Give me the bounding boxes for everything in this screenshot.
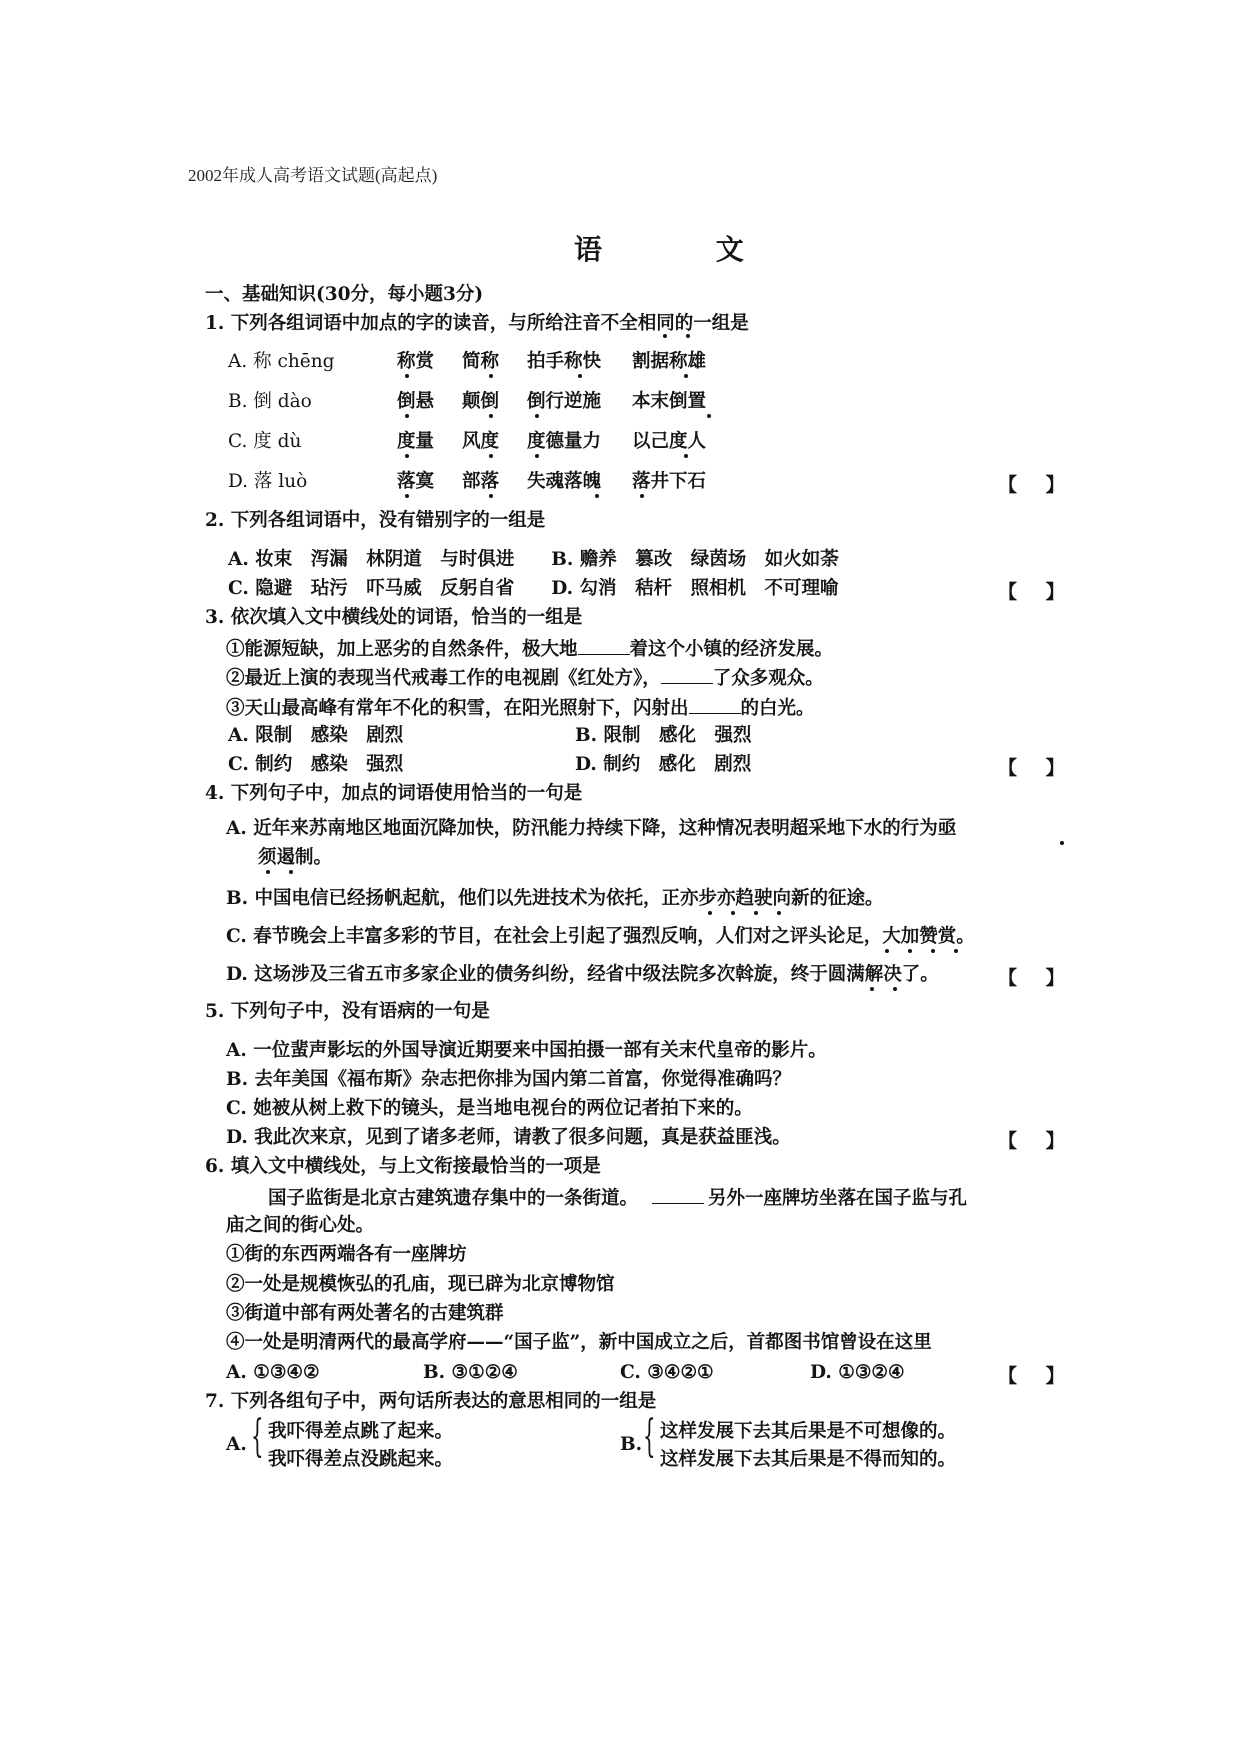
emphasis-dot <box>954 949 958 953</box>
q5-option: A. 一位蜚声影坛的外国导演近期要来中国拍摄一部有关末代皇帝的影片。 <box>226 1040 827 1061</box>
q6-option: C. ③④②① <box>620 1362 714 1383</box>
q6-passage-text: 另外一座牌坊坐落在国子监与孔 <box>708 1188 968 1209</box>
q3-sentence-text: 了众多观众。 <box>712 668 824 689</box>
fill-blank <box>689 695 741 714</box>
answer-bracket: 【 】 <box>998 757 1065 779</box>
q4-option-a-cont: 须遏制。 <box>258 847 333 868</box>
q1-option-b-label: B. 倒 dào <box>228 391 312 412</box>
q5-option: C. 她被从树上救下的镜头，是当地电视台的两位记者拍下来的。 <box>226 1098 753 1119</box>
q6-item: ②一处是规模恢弘的孔庙，现已辟为北京博物馆 <box>226 1274 615 1295</box>
q7-option-a-label: A. <box>226 1434 247 1455</box>
emphasis-dot <box>405 454 409 458</box>
emphasis-dot <box>731 911 735 915</box>
q1-option-b-word: 颠倒 <box>462 391 500 412</box>
emphasis-dot <box>489 454 493 458</box>
q6-item: ①街的东西两端各有一座牌坊 <box>226 1244 467 1265</box>
q1-option-b-word: 倒悬 <box>397 391 435 412</box>
emphasis-dot <box>931 949 935 953</box>
q4-option-b: B. 中国电信已经扬帆起航，他们以先进技术为依托，正亦步亦趋驶向新的征途。 <box>226 888 884 909</box>
q2-options-line: A. 妆束 泻漏 林阴道 与时俱进 B. 赡养 篡改 绿茵场 如火如荼 <box>228 549 839 570</box>
emphasis-dot <box>578 374 582 378</box>
q3-sentence-text: ②最近上演的表现当代戒毒工作的电视剧《红处方》， <box>226 668 661 689</box>
q1-option-a-label: A. 称 chēng <box>228 351 335 372</box>
emphasis-dot <box>908 949 912 953</box>
emphasis-dot <box>595 494 599 498</box>
emphasis-dot <box>535 454 539 458</box>
q7-option-b-label: B. <box>620 1434 643 1455</box>
q1-option-d-word: 部落 <box>462 471 500 492</box>
q1-option-d-label: D. 落 luò <box>228 471 308 492</box>
q1-option-c-word: 以己度人 <box>632 431 707 452</box>
emphasis-dot <box>489 374 493 378</box>
q2-options-line: C. 隐避 玷污 吓马威 反躬自省 D. 勾消 秸杆 照相机 不可理喻 <box>228 578 839 599</box>
q5-option: D. 我此次来京，见到了诸多老师，请教了很多问题，真是获益匪浅。 <box>226 1127 791 1148</box>
q3-sentence-text: ①能源短缺，加上恶劣的自然条件，极大地 <box>226 639 578 660</box>
q3-option: A. 限制 感染 剧烈 <box>228 725 404 746</box>
emphasis-dot <box>684 454 688 458</box>
q3-option: B. 限制 感化 强烈 <box>575 725 752 746</box>
emphasis-dot <box>489 494 493 498</box>
emphasis-dot <box>684 374 688 378</box>
q4-option-a: A. 近年来苏南地区地面沉降加快，防汛能力持续下降，这种情况表明超采地下水的行为亟 <box>226 818 957 839</box>
q2-stem: 2. 下列各组词语中，没有错别字的一组是 <box>205 510 546 531</box>
q3-sentence-text: 的白光。 <box>740 698 815 719</box>
fill-blank <box>578 636 630 655</box>
section-heading: 一、基础知识(30分，每小题3分) <box>205 284 484 305</box>
emphasis-dot <box>405 414 409 418</box>
q1-option-b-word: 倒行逆施 <box>527 391 602 412</box>
q1-option-d-word: 落寞 <box>397 471 435 492</box>
emphasis-dot <box>405 494 409 498</box>
q6-passage <box>268 1185 967 1211</box>
q7-option-a-sentence: 我吓得差点没跳起来。 <box>268 1449 454 1470</box>
answer-bracket: 【 】 <box>998 581 1065 603</box>
emphasis-dot <box>663 334 667 338</box>
document-title: 2002年成人高考语文试题(高起点) <box>188 166 438 185</box>
answer-bracket: 【 】 <box>998 1365 1065 1387</box>
q1-option-a-word: 称赏 <box>397 351 435 372</box>
brace-icon: { <box>643 1411 656 1462</box>
emphasis-dot <box>777 911 781 915</box>
emphasis-dot <box>885 949 889 953</box>
q7-option-a-sentence: 我吓得差点跳了起来。 <box>268 1421 454 1442</box>
q1-option-b-word: 本末倒置 <box>632 391 707 412</box>
q6-item: ③街道中部有两处著名的古建筑群 <box>226 1303 504 1324</box>
emphasis-dot <box>870 987 874 991</box>
emphasis-dot <box>1060 841 1064 845</box>
q6-option: D. ①③②④ <box>810 1362 905 1383</box>
q1-option-d-word: 落井下石 <box>632 471 707 492</box>
q5-option: B. 去年美国《福布斯》杂志把你排为国内第二首富，你觉得准确吗？ <box>226 1069 792 1090</box>
q7-stem: 7. 下列各组句子中，两句话所表达的意思相同的一组是 <box>205 1391 657 1412</box>
emphasis-dot <box>405 374 409 378</box>
q6-passage-cont: 庙之间的街心处。 <box>226 1215 375 1236</box>
q4-option-c: C. 春节晚会上丰富多彩的节目，在社会上引起了强烈反响，人们对之评头论足，大加赞赏。 <box>226 926 975 947</box>
answer-bracket: 【 】 <box>998 1130 1065 1152</box>
emphasis-dot <box>707 414 711 418</box>
q7-option-b-sentence: 这样发展下去其后果是不可想像的。 <box>660 1421 957 1442</box>
q3-sentence-text: 着这个小镇的经济发展。 <box>629 639 834 660</box>
emphasis-dot <box>489 414 493 418</box>
q1-option-a-word: 简称 <box>462 351 500 372</box>
fill-blank <box>652 1185 704 1204</box>
answer-bracket: 【 】 <box>998 474 1065 496</box>
q3-sentence <box>226 695 815 721</box>
emphasis-dot <box>535 414 539 418</box>
answer-bracket: 【 】 <box>998 967 1065 989</box>
q1-stem: 1. 下列各组词语中加点的字的读音，与所给注音不全相同的一组是 <box>205 313 749 334</box>
q3-sentence <box>226 665 824 691</box>
emphasis-dot <box>708 911 712 915</box>
q1-option-c-word: 风度 <box>462 431 500 452</box>
q3-option: D. 制约 感化 剧烈 <box>575 754 752 775</box>
q3-sentence <box>226 636 833 662</box>
q1-option-a-word: 割据称雄 <box>632 351 707 372</box>
q1-option-a-word: 拍手称快 <box>527 351 602 372</box>
q7-option-b-sentence: 这样发展下去其后果是不得而知的。 <box>660 1449 957 1470</box>
fill-blank <box>661 665 713 684</box>
q1-option-d-word: 失魂落魄 <box>527 471 602 492</box>
emphasis-dot <box>686 334 690 338</box>
brace-icon: { <box>251 1411 264 1462</box>
q6-passage-text: 国子监街是北京古建筑遗存集中的一条街道。 <box>268 1188 639 1209</box>
q1-option-c-word: 度量 <box>397 431 435 452</box>
q1-option-c-label: C. 度 dù <box>228 431 302 452</box>
emphasis-dot <box>266 870 270 874</box>
emphasis-dot <box>640 494 644 498</box>
subject-heading: 语 文 <box>574 233 796 266</box>
emphasis-dot <box>893 987 897 991</box>
q6-option: B. ③①②④ <box>423 1362 518 1383</box>
q3-sentence-text: ③天山最高峰有常年不化的积雪，在阳光照射下，闪射出 <box>226 698 689 719</box>
q4-stem: 4. 下列句子中，加点的词语使用恰当的一句是 <box>205 783 583 804</box>
emphasis-dot <box>754 911 758 915</box>
q3-option: C. 制约 感染 强烈 <box>228 754 404 775</box>
q6-item: ④一处是明清两代的最高学府——“国子监”，新中国成立之后，首都图书馆曾设在这里 <box>226 1332 932 1353</box>
q3-stem: 3. 依次填入文中横线处的词语，恰当的一组是 <box>205 607 583 628</box>
q6-option: A. ①③④② <box>226 1362 320 1383</box>
q5-stem: 5. 下列句子中，没有语病的一句是 <box>205 1001 490 1022</box>
q1-option-c-word: 度德量力 <box>527 431 602 452</box>
q6-stem: 6. 填入文中横线处，与上文衔接最恰当的一项是 <box>205 1156 601 1177</box>
q4-option-d: D. 这场涉及三省五市多家企业的债务纠纷，经省中级法院多次斡旋，终于圆满解决了。 <box>226 964 939 985</box>
emphasis-dot <box>289 870 293 874</box>
